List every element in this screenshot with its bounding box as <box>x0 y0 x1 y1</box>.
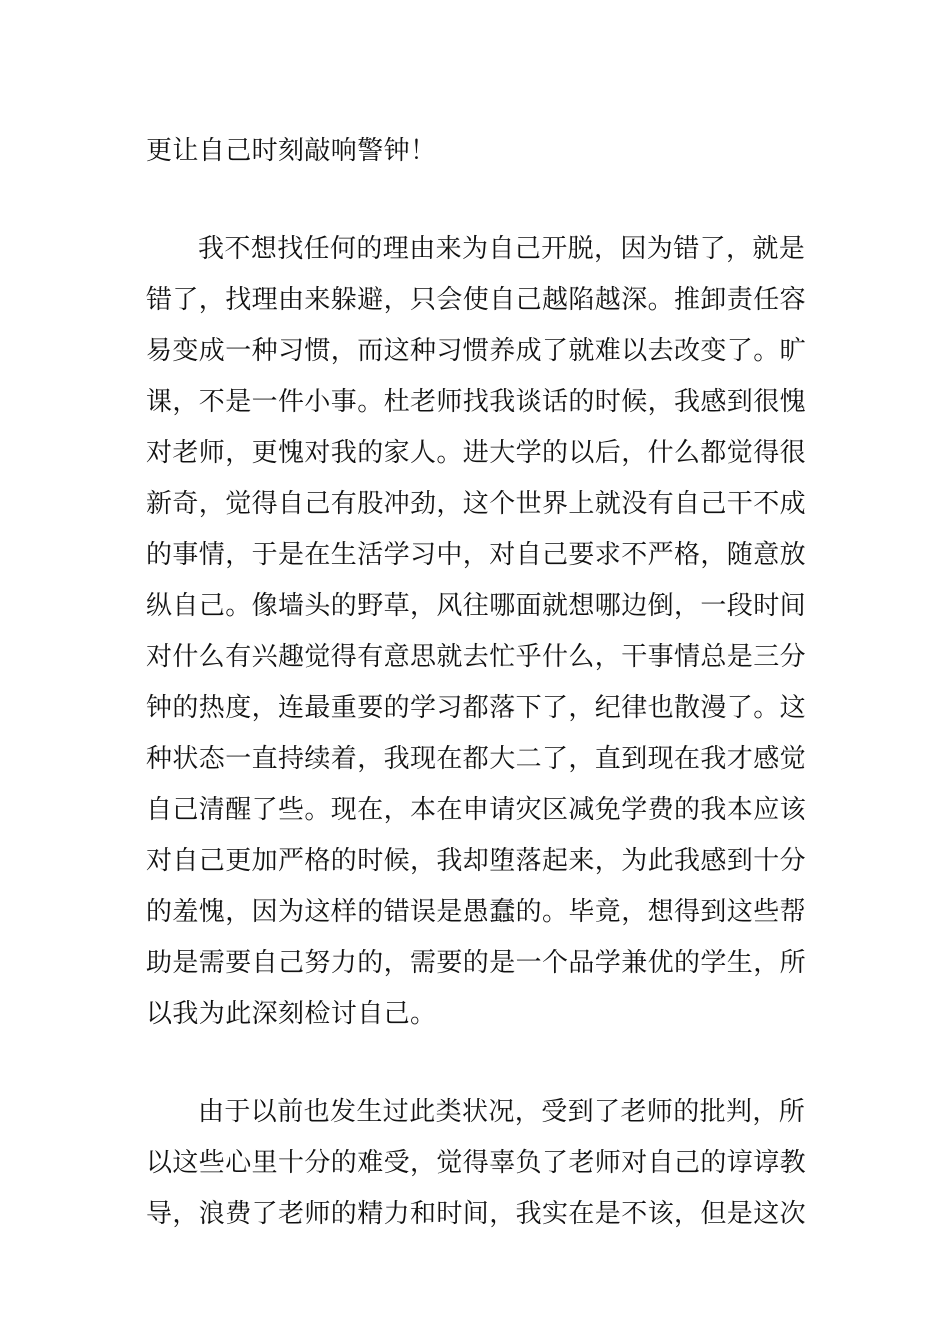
text-line: 课，不是一件小事。杜老师找我谈话的时候，我感到很愧 <box>146 387 807 417</box>
text-line: 错了，找理由来躲避，只会使自己越陷越深。推卸责任容 <box>146 285 807 315</box>
text-line: 对什么有兴趣觉得有意思就去忙乎什么，干事情总是三分 <box>146 642 807 672</box>
text-line: 以这些心里十分的难受，觉得辜负了老师对自己的谆谆教 <box>146 1148 807 1178</box>
text-line: 助是需要自己努力的，需要的是一个品学兼优的学生，所 <box>146 948 807 978</box>
paragraph-first-line: 由于以前也发生过此类状况，受到了老师的批判，所 <box>198 1097 806 1127</box>
text-line: 的羞愧，因为这样的错误是愚蠢的。毕竟，想得到这些帮 <box>146 897 807 927</box>
text-line: 的事情，于是在生活学习中，对自己要求不严格，随意放 <box>146 540 807 570</box>
paragraph-first-line: 我不想找任何的理由来为自己开脱，因为错了，就是 <box>198 234 806 264</box>
text-line: 种状态一直持续着，我现在都大二了，直到现在我才感觉 <box>146 744 807 774</box>
text-line: 对自己更加严格的时候，我却堕落起来，为此我感到十分 <box>146 846 807 876</box>
text-line: 以我为此深刻检讨自己。 <box>146 999 437 1029</box>
text-line: 更让自己时刻敲响警钟！ <box>146 136 437 166</box>
text-line: 易变成一种习惯，而这种习惯养成了就难以去改变了。旷 <box>146 336 807 366</box>
text-line: 对老师，更愧对我的家人。进大学的以后，什么都觉得很 <box>146 438 807 468</box>
text-line: 纵自己。像墙头的野草，风往哪面就想哪边倒，一段时间 <box>146 591 807 621</box>
text-line: 钟的热度，连最重要的学习都落下了，纪律也散漫了。这 <box>146 693 807 723</box>
text-line: 新奇，觉得自己有股冲劲，这个世界上就没有自己干不成 <box>146 489 807 519</box>
text-line: 自己清醒了些。现在，本在申请灾区减免学费的我本应该 <box>146 795 807 825</box>
text-line: 导，浪费了老师的精力和时间，我实在是不该，但是这次 <box>146 1199 807 1229</box>
